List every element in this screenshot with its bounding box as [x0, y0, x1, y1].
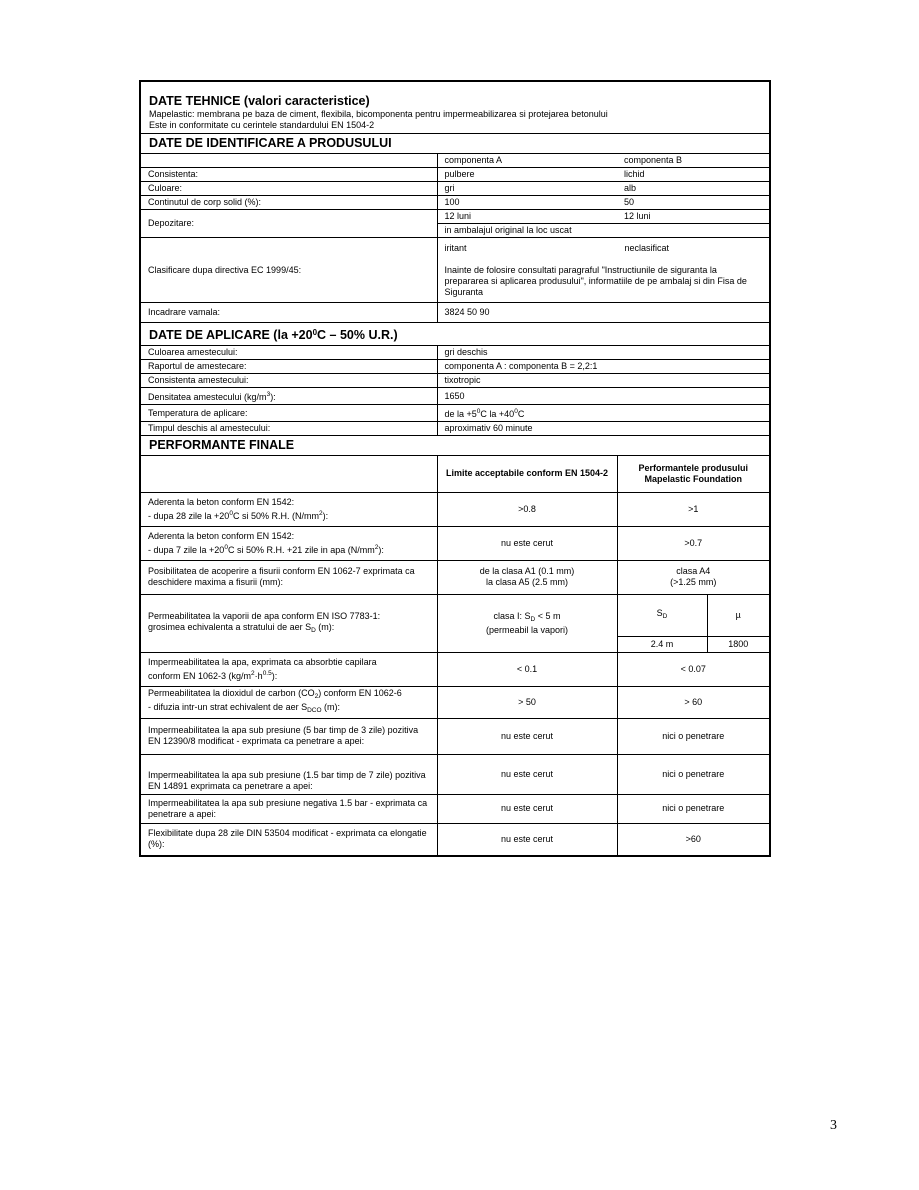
cell-b: 50 — [617, 196, 769, 210]
product-value: > 60 — [617, 686, 769, 718]
row-label: Temperatura de aplicare: — [141, 405, 437, 422]
application-section — [141, 323, 769, 436]
technical-data-description: Mapelastic: membrana pe baza de ciment, flexibila, bicomponenta pentru impermeabilizarea si protejarea betonului — [149, 109, 608, 119]
product-value: < 0.07 — [617, 652, 769, 686]
identification-table — [141, 154, 769, 322]
product-value: nici o penetrare — [617, 718, 769, 754]
row-value: gri deschis — [437, 346, 769, 360]
identification-section — [141, 134, 769, 323]
performance-title: PERFORMANTE FINALE — [141, 436, 769, 456]
row-label: Clasificare dupa directiva EC 1999/45: — [141, 238, 437, 303]
row-label: Consistenta amestecului: — [141, 374, 437, 388]
cell-a: 100 — [437, 196, 617, 210]
row-label: Posibilitatea de acoperire a fisurii conform EN 1062-7 exprimata ca deschidere maxima a fisurii (mm): — [141, 560, 437, 594]
application-table — [141, 346, 769, 435]
row-label: Raportul de amestecare: — [141, 360, 437, 374]
table-row — [141, 405, 769, 422]
cell-a: gri — [437, 182, 617, 196]
limit-value: nu este cerut — [437, 794, 617, 823]
application-title: DATE DE APLICARE ($la +20^0C - 50\%$ U.R.) — [141, 323, 769, 346]
component-b-header: componenta B — [617, 154, 769, 168]
limit-value: < 0.1 — [437, 652, 617, 686]
technical-data-title: DATE TEHNICE (valori caracteristice) — [149, 94, 370, 108]
limit-value: de la clasa A1 (0.1 mm) la clasa A5 (2.5 mm) — [437, 560, 617, 594]
cell-b: alb — [617, 182, 769, 196]
row-label: Densitatea amestecului $(kg/m^3)$: — [141, 388, 437, 405]
product-value: >1 — [617, 492, 769, 526]
table-row — [141, 594, 769, 636]
technical-data-sheet — [139, 80, 771, 857]
limit-value: > 50 — [437, 686, 617, 718]
row-label: Impermeabilitatea la apa sub presiune negativa 1.5 bar - exprimata ca penetrare a apei: — [141, 794, 437, 823]
performance-table — [141, 456, 769, 855]
technical-data-header — [141, 82, 769, 134]
table-row — [141, 238, 769, 303]
table-row — [141, 492, 769, 526]
class-a: iritant — [444, 243, 467, 253]
table-row — [141, 374, 769, 388]
row-label: Impermeabilitatea la apa, exprimata ca absorbtie capilara conform EN 1062-3 $(kg/m^2\cdot h^{0.5})$: — [141, 652, 437, 686]
row-label: Permeabilitatea la dioxidul de carbon $(CO_2)$ conform EN 1062-6 - difuzia intr-un strat echivalent de aer $S_{DCO}$ (m): — [141, 686, 437, 718]
limit-value: nu este cerut — [437, 526, 617, 560]
row-label: Flexibilitate dupa 28 zile DIN 53504 modificat - exprimata ca elongatie (%): — [141, 823, 437, 855]
table-row — [141, 182, 769, 196]
class-b: neclasificat — [624, 243, 670, 253]
table-row — [141, 388, 769, 405]
row-label: Aderenta la beton conform EN 1542: - dupa 28 zile la $+20^0C$ si 50% R.H. $(N/mm^2)$: — [141, 492, 437, 526]
performance-section — [141, 436, 769, 855]
sd-value: 2.4 m — [617, 636, 707, 652]
row-value: componenta A : componenta B = 2,2:1 — [437, 360, 769, 374]
row-label: Culoarea amestecului: — [141, 346, 437, 360]
table-row — [141, 168, 769, 182]
limit-value: clasa I: $S_D < 5$ m (permeabil la vapori) — [437, 594, 617, 652]
table-row — [141, 303, 769, 323]
sd-header: $S_D$ — [617, 594, 707, 636]
product-value: >0.7 — [617, 526, 769, 560]
customs-code: 3824 50 90 — [444, 307, 490, 317]
table-row — [141, 456, 769, 492]
limit-value: nu este cerut — [437, 823, 617, 855]
technical-data-standard: Este in conformitate cu cerintele standardului EN 1504-2 — [149, 120, 375, 130]
table-row — [141, 196, 769, 210]
limit-value: >0.8 — [437, 492, 617, 526]
product-value: nici o penetrare — [617, 754, 769, 794]
limit-value: nu este cerut — [437, 718, 617, 754]
row-label: Culoare: — [141, 182, 437, 196]
table-row — [141, 794, 769, 823]
cell-b: 12 luni — [617, 210, 769, 224]
identification-title: DATE DE IDENTIFICARE A PRODUSULUI — [141, 134, 769, 154]
row-value: aproximativ 60 minute — [444, 423, 533, 433]
product-header: Performantele produsului Mapelastic Foundation — [617, 456, 769, 492]
row-label: Aderenta la beton conform EN 1542: - dupa 7 zile la $+20^0C$ si 50% R.H. +21 zile in apa $(N/mm^2)$: — [141, 526, 437, 560]
row-label: Depozitare: — [141, 210, 437, 238]
table-row — [141, 823, 769, 855]
cell-a: pulbere — [437, 168, 617, 182]
table-row — [141, 346, 769, 360]
limits-header: Limite acceptabile conform EN 1504-2 — [437, 456, 617, 492]
table-row — [141, 154, 769, 168]
limit-value: nu este cerut — [437, 754, 617, 794]
safety-note: Inainte de folosire consultati paragraful "Instructiunile de siguranta la prepararea si aplicarea produsului", informatiile de pe ambalaj si din Fisa de Siguranta — [444, 265, 747, 297]
cell-a: 12 luni — [437, 210, 617, 224]
row-value: de la $+5^0C$ la $+40^0C$ — [437, 405, 769, 422]
storage-note: in ambalajul original la loc uscat — [437, 224, 769, 238]
product-value: >60 — [685, 833, 701, 844]
table-row — [141, 652, 769, 686]
cell-b: lichid — [617, 168, 769, 182]
table-row — [141, 422, 769, 436]
row-label: Incadrare vamala: — [141, 303, 437, 323]
row-label: Continutul de corp solid (%): — [141, 196, 437, 210]
row-label: Consistenta: — [141, 168, 437, 182]
row-label: Permeabilitatea la vaporii de apa conform EN ISO 7783-1: grosimea echivalenta a stratului de aer $S_D$ (m): — [141, 594, 437, 652]
table-row — [141, 526, 769, 560]
table-row — [141, 718, 769, 754]
product-value: nici o penetrare — [617, 794, 769, 823]
row-label: Timpul deschis al amestecului: — [141, 422, 437, 436]
row-value: tixotropic — [437, 374, 769, 388]
table-row — [141, 754, 769, 794]
mu-value: 1800 — [707, 636, 769, 652]
row-label: Impermeabilitatea la apa sub presiune (1.5 bar timp de 7 zile) pozitiva EN 14891 exprimata ca penetrare a apei: — [141, 754, 437, 794]
table-row — [141, 560, 769, 594]
row-label: Impermeabilitatea la apa sub presiune (5 bar timp de 3 zile) pozitiva EN 12390/8 modificat - exprimata ca penetrare a apei: — [141, 718, 437, 754]
row-value: 1650 — [437, 388, 769, 405]
table-row — [141, 686, 769, 718]
page-number: 3 — [830, 1118, 837, 1133]
mu-header: µ — [707, 594, 769, 636]
table-row — [141, 360, 769, 374]
product-value: clasa A4 (>1.25 mm) — [617, 560, 769, 594]
component-a-header: componenta A — [437, 154, 617, 168]
table-row — [141, 210, 769, 224]
